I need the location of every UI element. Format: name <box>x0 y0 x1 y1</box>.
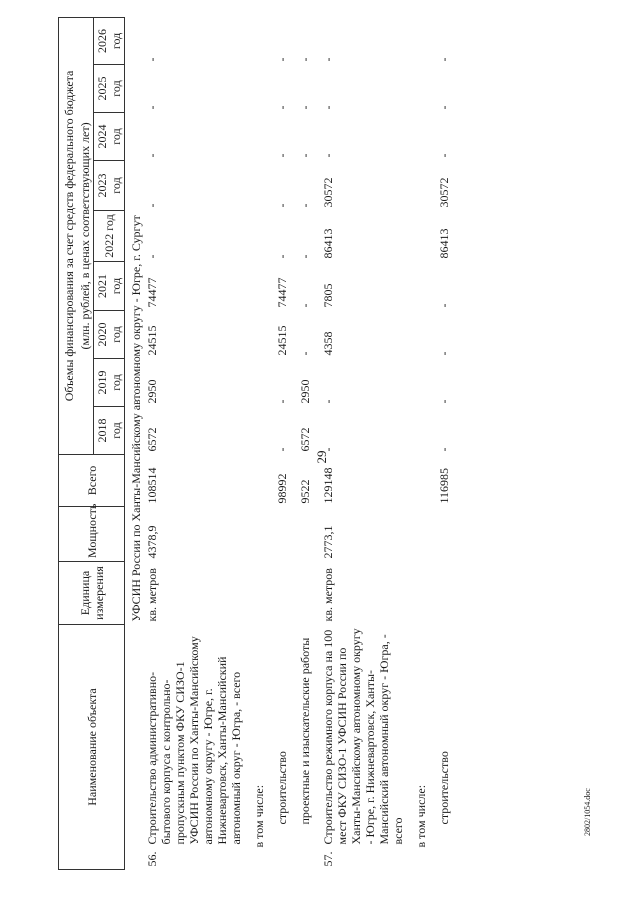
year-value: - <box>298 303 312 308</box>
year-value: 7805 <box>321 283 335 308</box>
sub-name: строительство <box>437 751 451 825</box>
capacity-value: 4378,9 <box>145 525 159 559</box>
object-name-cell <box>320 625 406 870</box>
header-year: 2025 год <box>94 65 125 113</box>
year-value: - <box>275 203 289 208</box>
year-value: - <box>145 153 159 158</box>
year-value: 4358 <box>321 331 335 356</box>
total-value: 108514 <box>145 467 159 504</box>
year-value: - <box>437 447 451 452</box>
table-row <box>320 17 406 869</box>
year-value: - <box>275 153 289 158</box>
year-value: 30572 <box>321 177 335 208</box>
year-value: - <box>145 57 159 62</box>
header-year: 2019 год <box>94 359 125 407</box>
year-value: 2950 <box>298 379 312 404</box>
sub-total-value: 116985 <box>437 467 451 504</box>
header-year: 2020 год <box>94 311 125 359</box>
sub-name: проектные и изыскательские работы <box>298 637 312 825</box>
year-value: - <box>321 399 335 404</box>
year-value: 74477 <box>275 277 289 308</box>
table-row <box>144 17 244 869</box>
including-row <box>413 17 429 869</box>
year-value: - <box>321 153 335 158</box>
header-year: 2024 год <box>94 113 125 161</box>
unit-value: кв. метров <box>321 568 335 622</box>
year-value: - <box>437 105 451 110</box>
year-value: 86413 <box>321 228 335 259</box>
year-value: - <box>321 105 335 110</box>
header-year: 2021 год <box>94 262 125 311</box>
object-name: Строительство административно-бытового корпуса с контрольно-пропускным пунктом ФКУ СИЗО-1 УФСИН России по Ханты-Мансийскому автономному округу - Югре, г. Нижневартовск, Ханты-Мансийский автономный округ - Югра, - всего <box>145 636 243 845</box>
unit-value: кв. метров <box>145 568 159 622</box>
year-value: 24515 <box>275 325 289 356</box>
year-value: 6572 <box>298 427 312 452</box>
object-name-cell <box>144 625 244 870</box>
sub-row <box>297 17 313 869</box>
year-value: - <box>145 203 159 208</box>
year-value: - <box>321 57 335 62</box>
year-value: 86413 <box>437 228 451 259</box>
sub-row <box>436 17 452 869</box>
region-row <box>125 17 145 869</box>
sub-total-value: 9522 <box>298 479 312 504</box>
year-value: - <box>145 254 159 259</box>
header-year: 2023 год <box>94 161 125 211</box>
header-total: Всего <box>59 455 125 507</box>
header-capacity: Мощность <box>59 507 125 562</box>
sub-name: строительство <box>275 751 289 825</box>
sub-row <box>274 17 290 869</box>
including-label: в том числе: <box>414 784 428 848</box>
year-value: - <box>275 399 289 404</box>
header-unit: Единица измерения <box>59 562 125 625</box>
sub-total-value: 98992 <box>275 473 289 504</box>
year-value: - <box>298 153 312 158</box>
header-year: 2022 год <box>94 211 125 262</box>
region-label: УФСИН России по Ханты-Мансийскому автономному округу - Югре, г. Сургут <box>129 215 143 622</box>
year-value: - <box>275 254 289 259</box>
header-year: 2026 год <box>94 17 125 64</box>
year-value: - <box>437 153 451 158</box>
year-value: - <box>437 57 451 62</box>
year-value: - <box>298 254 312 259</box>
year-value: 2950 <box>145 379 159 404</box>
year-value: - <box>437 303 451 308</box>
header-year: 2018 год <box>94 407 125 455</box>
funding-table <box>58 17 459 870</box>
rotated-page-content <box>58 18 528 870</box>
year-value: 74477 <box>145 277 159 308</box>
year-value: - <box>275 57 289 62</box>
year-value: - <box>275 105 289 110</box>
year-value: 30572 <box>437 177 451 208</box>
year-value: - <box>437 399 451 404</box>
year-value: - <box>321 447 335 452</box>
total-value: 129148 <box>321 467 335 504</box>
year-value: - <box>298 57 312 62</box>
object-number: 56. <box>145 851 159 867</box>
year-value: 6572 <box>145 427 159 452</box>
page-number: 29 <box>314 450 329 464</box>
including-row <box>251 17 267 869</box>
footer-doc-code: 2802/1054.doc <box>583 788 592 836</box>
year-value: - <box>298 105 312 110</box>
header-funding-title: Объемы финансирования за счет средств федерального бюджета <box>59 17 78 454</box>
year-value: - <box>145 105 159 110</box>
header-funding-subtitle: (млн. рублей, в ценах соответствующих лет) <box>77 17 94 454</box>
object-name: Строительство режимного корпуса на 100 мест ФКУ СИЗО-1 УФСИН России по Ханты-Мансийскому автономному округу - Югре, г. Нижневартовск, Ханты-Мансийский автономный округ - Югра, - всего <box>321 628 405 845</box>
year-value: - <box>437 351 451 356</box>
object-number: 57. <box>321 851 335 867</box>
year-value: - <box>298 203 312 208</box>
capacity-value: 2773,1 <box>321 525 335 559</box>
header-name: Наименование объекта <box>59 625 125 870</box>
year-value: 24515 <box>145 325 159 356</box>
year-value: - <box>275 447 289 452</box>
including-label: в том числе: <box>252 784 266 848</box>
year-value: - <box>298 351 312 356</box>
